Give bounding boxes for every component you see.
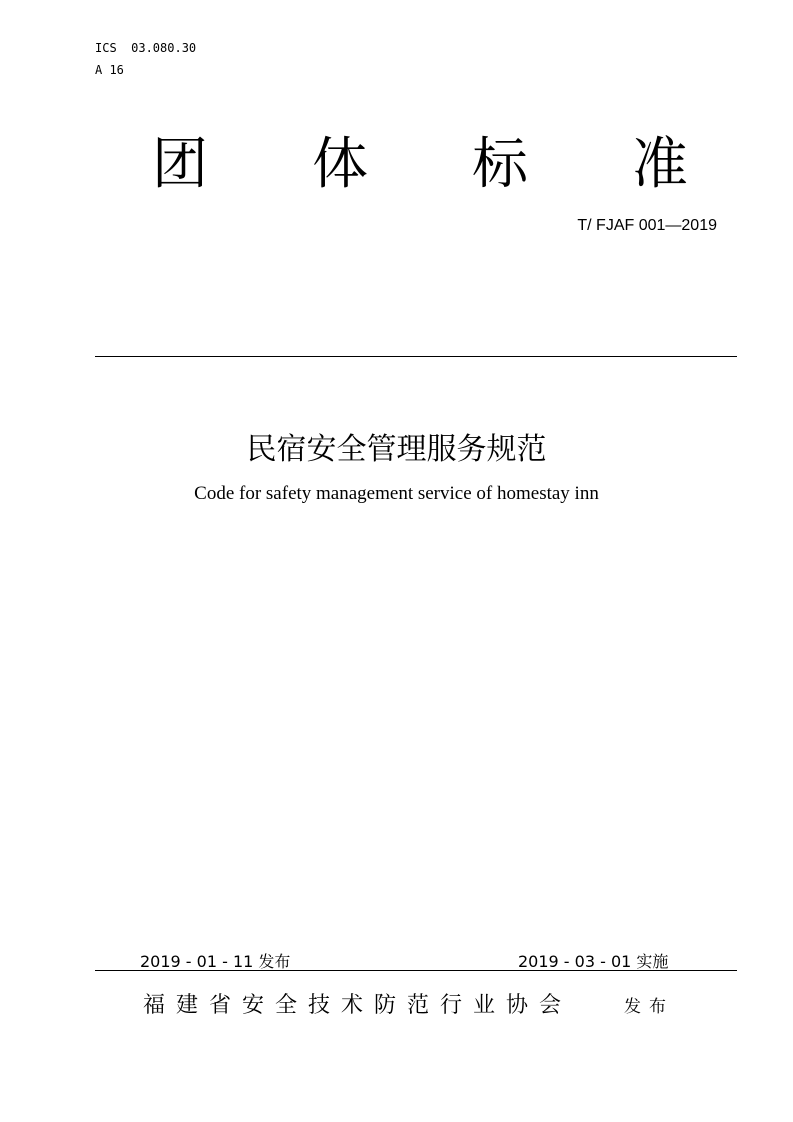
publish-date: 2019 - 01 - 11 发布 <box>140 952 291 971</box>
implementation-date: 2019 - 03 - 01 实施 <box>518 952 669 971</box>
classification-code: A 16 <box>95 63 124 77</box>
document-title-chinese: 民宿安全管理服务规范 <box>246 432 547 467</box>
bottom-divider <box>95 970 737 971</box>
document-type-title <box>150 132 690 198</box>
issue-label: 发布 <box>624 997 674 1017</box>
issuing-organization: 福建省安全技术防范行业协会 <box>143 993 573 1018</box>
title-char-4: 准 <box>632 132 688 197</box>
title-char-1: 团 <box>152 132 208 197</box>
standard-number: T/ FJAF 001—2019 <box>577 217 717 234</box>
ics-code: ICS 03.080.30 <box>95 41 197 55</box>
document-title-english: Code for safety management service of homestay inn <box>194 483 599 504</box>
title-char-2: 体 <box>312 132 368 197</box>
title-char-3: 标 <box>472 132 528 197</box>
top-divider <box>95 356 737 357</box>
